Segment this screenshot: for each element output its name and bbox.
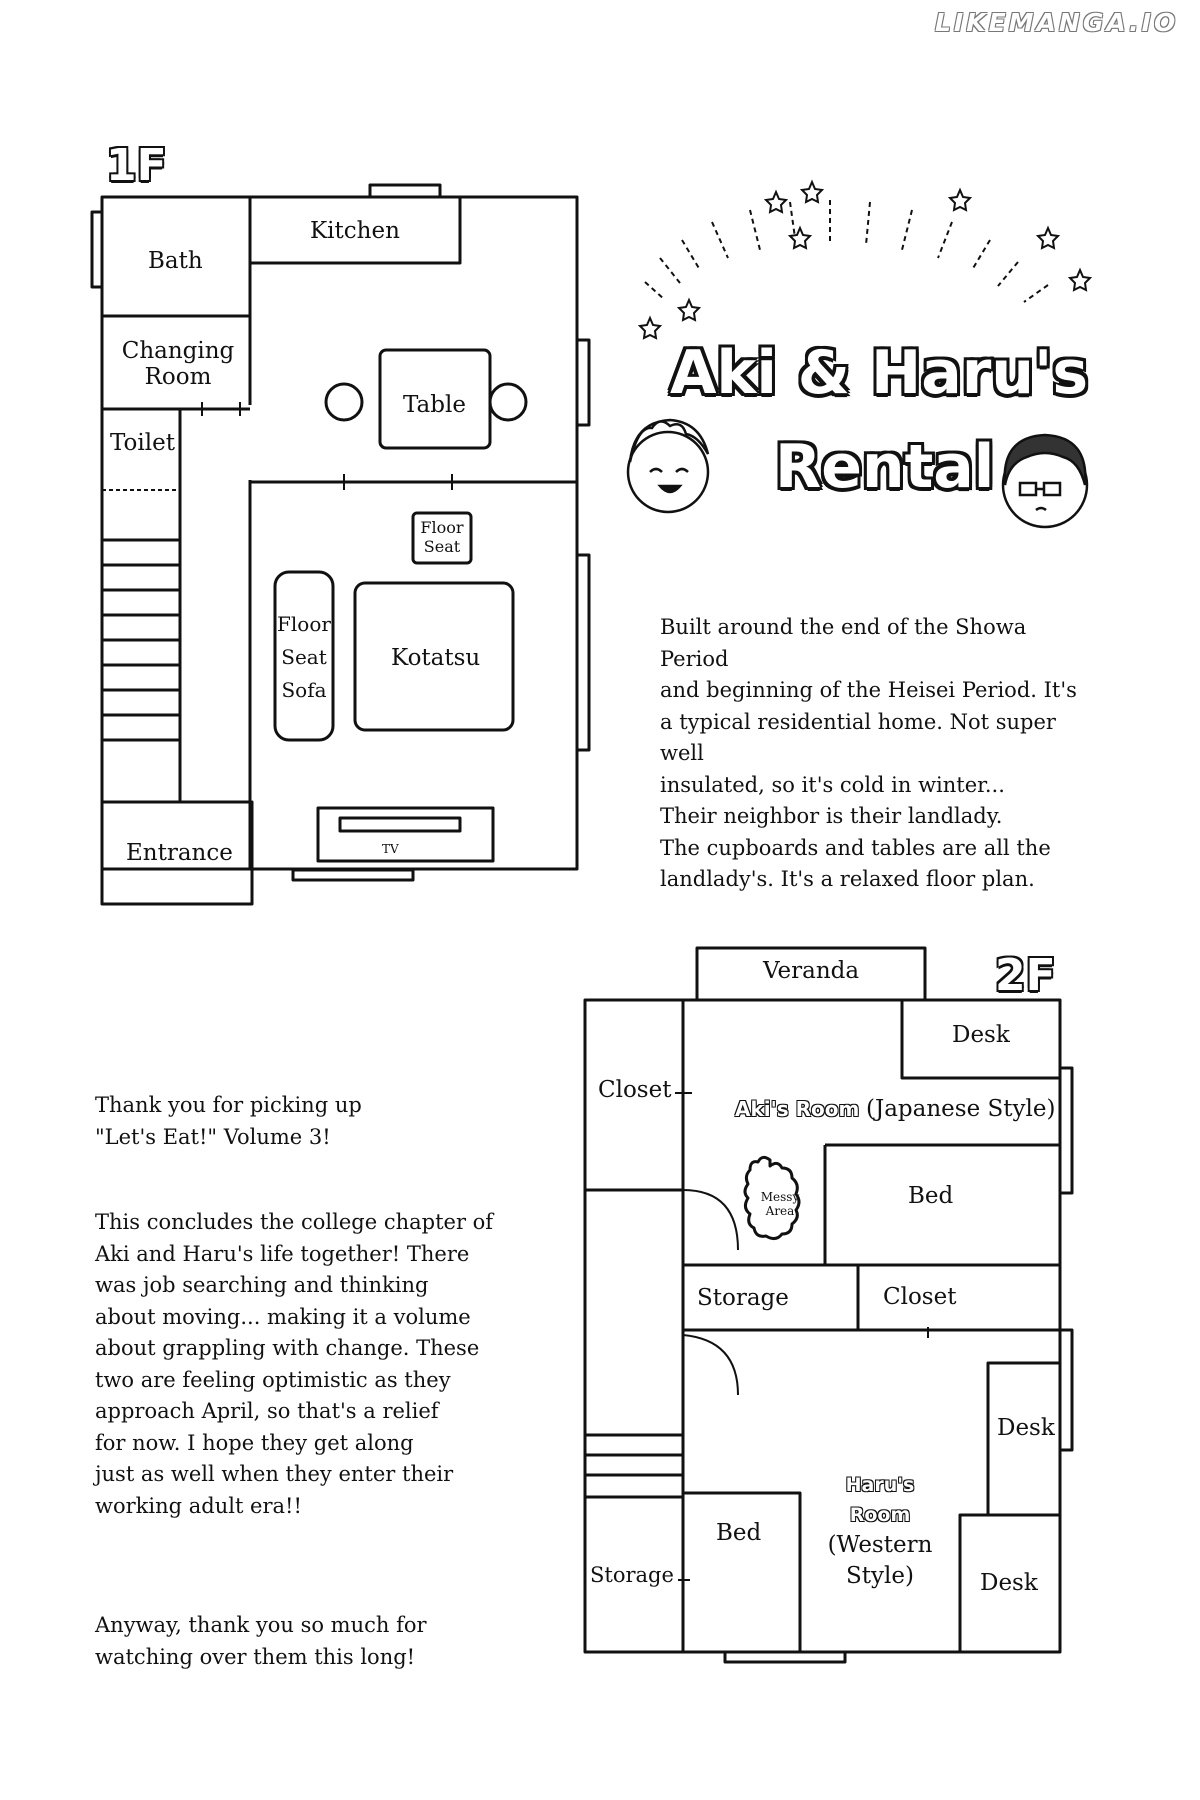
star-icon — [950, 190, 970, 210]
floor-seat-line1: Floor — [420, 518, 464, 537]
tv-stand-shape — [318, 808, 493, 861]
storage-mid-label: Storage — [697, 1285, 789, 1311]
messy-line1: Messy — [760, 1190, 800, 1204]
storage-left-label: Storage — [590, 1563, 674, 1587]
floor1-label: 1F — [106, 140, 167, 191]
star-icon — [766, 192, 786, 212]
watermark: LIKEMANGA.IO — [935, 8, 1179, 37]
tv-label: TV — [382, 842, 399, 856]
table-label: Table — [403, 392, 466, 418]
changing-room-line2: Room — [144, 364, 212, 390]
floor1-outer-wall — [102, 197, 577, 869]
star-icon — [790, 228, 810, 248]
desk-right-1-label: Desk — [997, 1415, 1055, 1441]
afterword-p3: Anyway, thank you so much for watching over them this long! — [95, 1613, 427, 1669]
bed-bottom-label: Bed — [716, 1520, 762, 1546]
room-toilet-label: Toilet — [110, 430, 175, 456]
floor-seat-label — [413, 518, 471, 556]
afterword-p1: Thank you for picking up "Let's Eat!" Volume 3! — [95, 1093, 362, 1149]
kotatsu-label: Kotatsu — [391, 645, 481, 671]
sofa-line3: Sofa — [281, 678, 327, 702]
floor2-label: 2F — [995, 950, 1056, 1001]
sofa-line1: Floor — [277, 612, 331, 636]
room-bath-label: Bath — [148, 248, 203, 274]
star-icon — [1070, 270, 1090, 290]
haru-room-label — [826, 1470, 934, 1592]
messy-area-label — [755, 1190, 805, 1218]
stool-left — [326, 384, 362, 420]
page-title-line2: Rental — [775, 432, 995, 502]
sofa-line2: Seat — [281, 645, 327, 669]
aki-chibi-icon — [628, 420, 708, 512]
tv-shape — [340, 818, 460, 831]
messy-line2: Area — [765, 1204, 795, 1218]
title-stars — [640, 182, 1090, 338]
haru-room-line3: (Western — [827, 1532, 933, 1558]
floor-seat-line2: Seat — [423, 537, 461, 556]
aki-room-name: Aki's Room — [735, 1097, 860, 1121]
sofa-label — [275, 608, 333, 707]
title-burst-decoration — [645, 200, 1048, 302]
haru-room-line1: Haru's — [845, 1474, 915, 1496]
veranda-label: Veranda — [763, 958, 860, 984]
room-kitchen-label: Kitchen — [310, 218, 400, 244]
room-changing-label — [118, 338, 238, 390]
changing-room-line1: Changing — [121, 338, 235, 364]
description-text: Built around the end of the Showa Period and beginning of the Heisei Period. It's a typical residential home. Not super well insulated, so it's cold in winter... Their neighbor is their landlady. The cupboards and tables are all the landlady's. It's a relaxed floor plan. — [660, 615, 1077, 891]
desk-right-2-label: Desk — [980, 1570, 1038, 1596]
closet-mid-label: Closet — [883, 1284, 957, 1310]
star-icon — [640, 318, 660, 338]
bed-top-label: Bed — [908, 1183, 954, 1209]
page-title-line1: Aki & Haru's — [670, 338, 1089, 408]
haru-chibi-icon — [1003, 435, 1087, 527]
closet-left-label: Closet — [598, 1077, 672, 1103]
haru-room-line4: Style) — [846, 1563, 914, 1589]
room-entrance-label: Entrance — [126, 840, 233, 866]
desk-top-label: Desk — [952, 1022, 1010, 1048]
afterword-p2: This concludes the college chapter of Aki and Haru's life together! There was job searching and thinking about moving... making it a volume about grappling with change. These two are feeling optimistic as they approach April, so that's a relief for now. I hope they get along just as well when they enter their working adult era!! — [95, 1210, 494, 1518]
star-icon — [679, 300, 699, 320]
star-icon — [1038, 228, 1058, 248]
haru-room-line2: Room — [849, 1504, 911, 1526]
aki-room-style: (Japanese Style) — [866, 1096, 1056, 1122]
star-icon — [802, 182, 822, 202]
stool-right — [490, 384, 526, 420]
